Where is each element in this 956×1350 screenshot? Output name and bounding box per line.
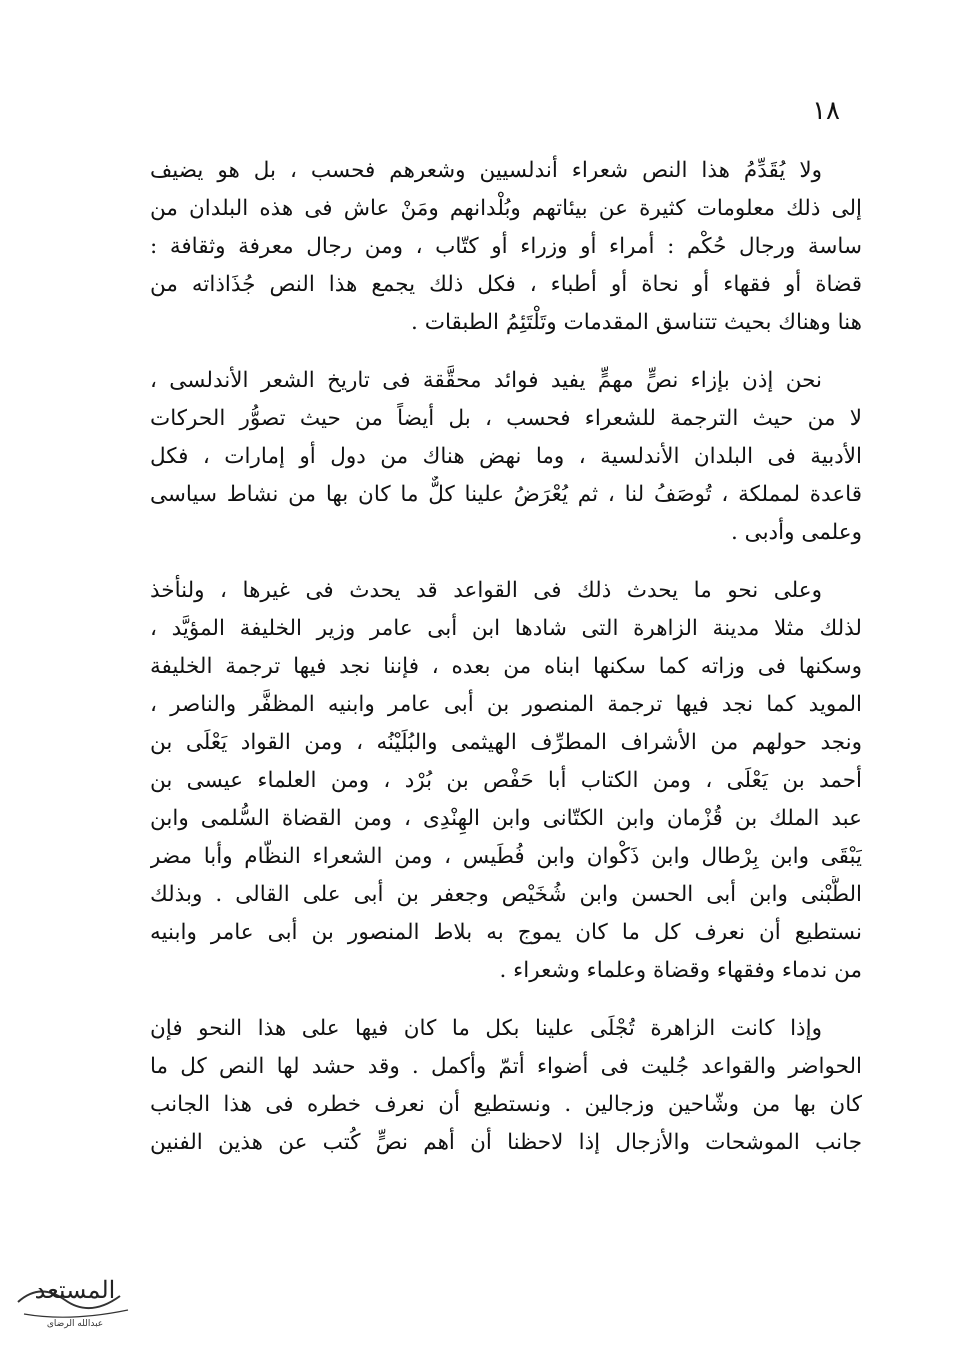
- text-line: الأدبية فى البلدان الأندلسية ، وما نهض هناك من دول أو إمارات ، فكل: [150, 444, 862, 469]
- text-line: الحواضر والقواعد جُليت فى أضواء أتمّ وأكمل . وقد حشد لها النص كل ما: [150, 1054, 862, 1079]
- text-line: وسكنها فى وزاته كما سكنها ابناه من بعده ، فإننا نجد فيها ترجمة الخليفة: [150, 654, 862, 679]
- paragraph-2: [150, 362, 862, 552]
- text-line: نحن إذن بإزاء نصٍّ مهمٍّ يفيد فوائد محقَّقة فى تاريخ الشعر الأندلسى ،: [150, 368, 822, 393]
- text-line: هنا وهناك بحيث تتناسق المقدمات وتَلْتَئِمُ الطبقات .: [411, 310, 862, 335]
- page-number: ١٨: [812, 96, 840, 126]
- text-line: قاعدة لمملكة ، تُوصَفُ لنا ، ثم يُعْرَضُ علينا كلٌّ ما كان بها من نشاط سياسى: [150, 482, 862, 507]
- text-line: من ندماء وفقهاء وقضاة وعلماء وشعراء .: [499, 958, 862, 983]
- text-line: ونجد حولهم من الأشراف المطرِّف الهيثمى والبُلَيْنُه ، ومن القواد يَعْلَى بن: [150, 730, 862, 755]
- text-line: لا من حيث الترجمة للشعراء فحسب ، بل أيضاً من حيث تصوُّر الحركات: [150, 406, 862, 431]
- text-line: يَبْقَى وابن بِرْطال وابن ذَكْوان وابن فُطَيس ، ومن الشعراء النظّام وأبا مضر: [150, 844, 862, 869]
- text-line: ساسة ورجال حُكْم : أمراء أو وزراء أو كتّاب ، ومن رجال معرفة وثقافة :: [150, 234, 862, 259]
- paragraph-1: [150, 152, 862, 342]
- text-line: أحمد بن يَعْلَى ، ومن الكتاب أبا حَفْص بن بُرْد ، ومن العلماء عيسى بن: [150, 768, 862, 793]
- text-line: كان بها من وشّاحين وزجالين . ونستطيع أن نعرف خطره فى هذا الجانب: [150, 1092, 862, 1117]
- text-line: قضاة أو فقهاء أو نحاة أو أطباء ، فكل ذلك يجمع هذا النص جُذَاذاته من: [150, 272, 862, 297]
- text-line: نستطيع أن نعرف كل ما كان يموج به بلاط المنصور بن أبى عامر وابنيه: [150, 920, 862, 945]
- library-seal-logo: [10, 1262, 140, 1332]
- paragraph-3: [150, 572, 862, 990]
- text-line: جانب الموشحات والأزجال إذا لاحظنا أن أهم نصٍّ كُتب عن هذين الفنين: [150, 1130, 862, 1155]
- text-line: وإذا كانت الزاهرة تُجْلَى علينا بكل ما كان فيها على هذا النحو فإن: [150, 1016, 822, 1041]
- text-line: وعلمى وأدبى .: [730, 520, 862, 545]
- text-line: الطُّبْنى وابن أبى الحسن وابن شُخَيْص وجعفر بن أبى على القالى . وبذلك: [150, 882, 862, 907]
- paragraph-4: [150, 1010, 862, 1162]
- body-text: [150, 152, 862, 1162]
- text-line: وعلى نحو ما يحدث ذلك فى القواعد قد يحدث فى غيرها ، ولنأخذ: [150, 578, 822, 603]
- text-line: لذلك مثلا مدينة الزاهرة التى شادها ابن أبى عامر وزير الخليفة المؤيَّد ،: [150, 616, 862, 641]
- text-line: ولا يُقَدِّمُ هذا النص شعراء أندلسيين وشعرهم فحسب ، بل هو يضيف: [150, 158, 822, 183]
- seal-subtitle: عبدالله الرضاى: [46, 1319, 104, 1329]
- seal-title: المستعد: [34, 1276, 116, 1304]
- text-line: المويد كما نجد فيها ترجمة المنصور بن أبى عامر وابنيه المظفَّر والناصر ،: [150, 692, 862, 717]
- text-line: عبد الملك بن قُزْمان وابن الكتّانى وابن الهِنْدِى ، ومن القضاة السُّلمى وابن: [150, 806, 862, 831]
- text-line: إلى ذلك معلومات كثيرة عن بيئاتهم وبُلْدانهم ومَنْ عاش فى هذه البلدان من: [150, 196, 862, 221]
